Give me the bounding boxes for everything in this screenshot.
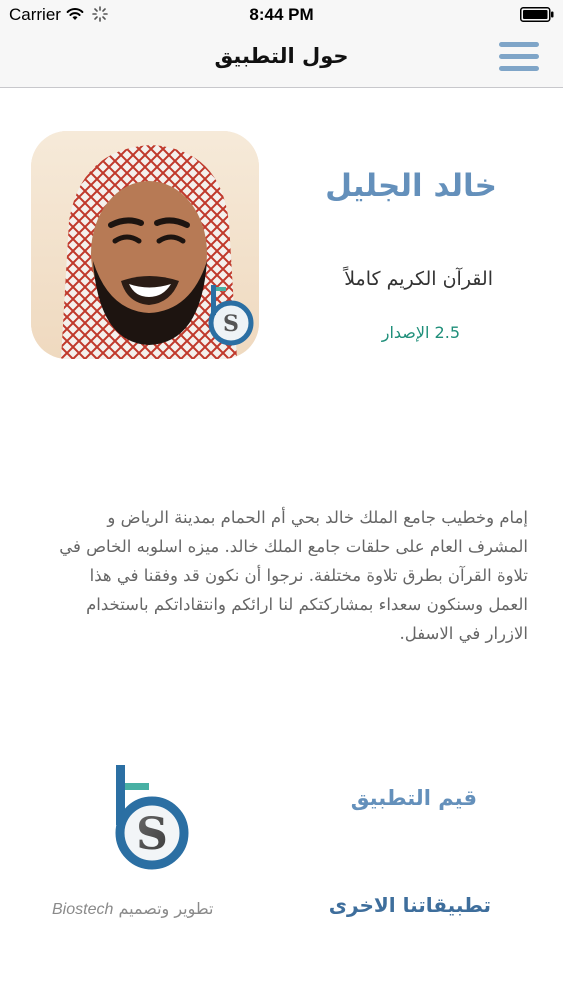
app-logo-letter: S xyxy=(223,311,239,337)
other-apps-button[interactable]: تطبيقاتنا الاخرى xyxy=(328,893,491,917)
navigation-bar xyxy=(0,30,563,88)
app-subtitle: القرآن الكريم كاملاً xyxy=(344,268,493,290)
about-description: إمام وخطيب جامع الملك خالد بحي أم الحمام بمدينة الرياض و المشرف العام على حلقات جامع الملك خالد. ميزه اسلوبه الخاص في تلاوة القرآن بطرق تلاوة مختلفة. نرجوا أن نكون قد وفقنا في هذا العمل وسنكون سعداء بمشاركتكم لنا ارائكم وانتقاداتكم باستخدام الازرار في الاسفل. xyxy=(59,508,528,643)
battery-icon xyxy=(520,7,554,22)
carrier-label: Carrier xyxy=(9,5,61,24)
version-label: 2.5 الإصدار xyxy=(381,323,460,342)
menu-button[interactable] xyxy=(499,40,539,74)
app-icon xyxy=(31,131,259,359)
reciter-name: خالد الجليل xyxy=(325,168,497,204)
credit-brand: Biostech xyxy=(52,901,114,918)
biostech-logo-icon xyxy=(108,763,190,873)
credit-prefix: تطوير وتصميم xyxy=(118,899,214,918)
hamburger-menu-icon xyxy=(499,66,539,71)
status-bar xyxy=(0,0,563,30)
hamburger-menu-icon xyxy=(499,42,539,47)
biostech-logo-letter: S xyxy=(136,809,168,860)
reciter-portrait-icon xyxy=(31,131,259,359)
page-title: حول التطبيق xyxy=(214,44,349,68)
hamburger-menu-icon xyxy=(499,54,539,59)
status-time: 8:44 PM xyxy=(249,5,314,24)
rate-app-button[interactable]: قيم التطبيق xyxy=(350,786,477,810)
developer-credit xyxy=(52,899,213,919)
